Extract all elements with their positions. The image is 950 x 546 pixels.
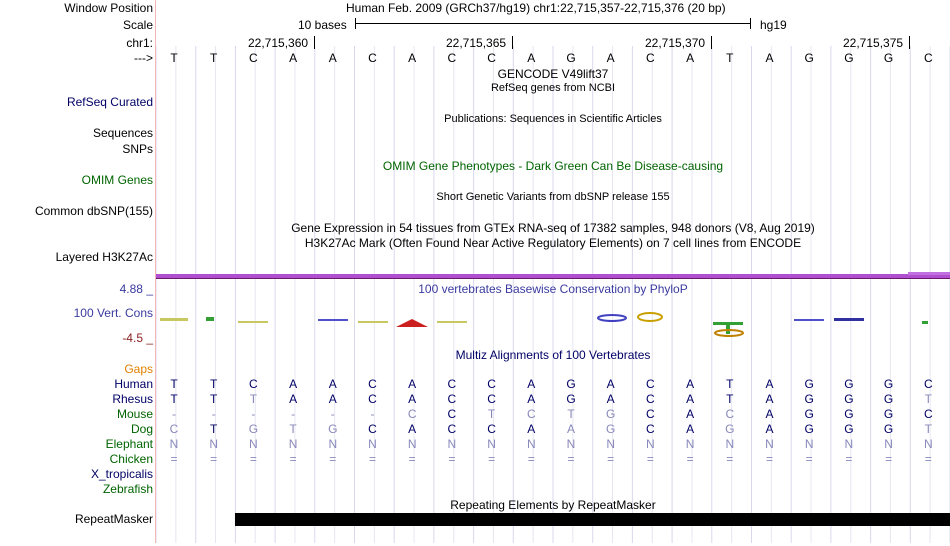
window-position-text: Human Feb. 2009 (GRCh37/hg19) chr1:22,715,357-22,715,376 (20 bp)	[346, 1, 726, 15]
scale-label: Scale	[122, 18, 153, 32]
base-rhesus: C	[487, 392, 496, 406]
phylop-min-label: -4.5 _	[122, 331, 153, 345]
base-dog: G	[844, 422, 854, 436]
coordinate-tick-1: 22,715,360	[248, 36, 309, 50]
base-human: A	[328, 377, 337, 391]
base-elephant: N	[844, 437, 854, 451]
base-rhesus: G	[566, 392, 576, 406]
base-chicken: =	[765, 452, 773, 466]
base-human: T	[726, 377, 734, 391]
base-chicken: =	[686, 452, 694, 466]
dbsnp-track-title: Short Genetic Variants from dbSNP release 155	[436, 191, 670, 203]
alignment-row-rhesus	[0, 392, 950, 406]
base-rhesus: T	[170, 392, 178, 406]
base-human: T	[210, 377, 218, 391]
refseq-track-title: RefSeq genes from NCBI	[490, 82, 616, 94]
assembly-label: hg19	[760, 18, 787, 32]
base-rhesus: G	[844, 392, 854, 406]
base-ref: C	[646, 51, 655, 65]
multiz-track-title: Multiz Alignments of 100 Vertebrates	[455, 348, 651, 362]
base-ref: G	[844, 51, 854, 65]
h3k27ac-baseline	[156, 278, 950, 279]
species-label-chicken: Chicken	[109, 452, 153, 466]
base-ref: A	[606, 51, 615, 65]
base-ref: A	[765, 51, 774, 65]
alignment-row-human	[0, 377, 950, 391]
base-human: A	[606, 377, 615, 391]
base-rhesus: T	[210, 392, 218, 406]
base-elephant: N	[923, 437, 933, 451]
base-human: C	[249, 377, 258, 391]
base-elephant: N	[685, 437, 695, 451]
coordinate-tick-4: 22,715,375	[843, 36, 904, 50]
base-chicken: =	[329, 452, 337, 466]
base-rhesus: C	[368, 392, 377, 406]
base-mouse: C	[407, 407, 417, 421]
base-rhesus: A	[765, 392, 774, 406]
base-dog: G	[248, 422, 259, 436]
base-elephant: N	[725, 437, 735, 451]
base-chicken: =	[170, 452, 178, 466]
coordinate-tick-2: 22,715,365	[446, 36, 507, 50]
h3k27ac-peak	[908, 272, 950, 275]
base-ref: A	[527, 51, 536, 65]
base-mouse: -	[291, 407, 296, 421]
base-mouse: C	[526, 407, 536, 421]
alignment-row-elephant	[0, 437, 950, 451]
base-mouse: G	[883, 407, 894, 421]
base-mouse: -	[330, 407, 335, 421]
publications-track-title: Publications: Sequences in Scientific Articles	[444, 113, 662, 125]
base-human: C	[447, 377, 457, 391]
repeat-element-block[interactable]	[235, 513, 950, 526]
base-elephant: N	[328, 437, 338, 451]
base-ref: T	[170, 51, 178, 65]
base-dog: T	[289, 422, 297, 436]
base-rhesus: C	[646, 392, 655, 406]
base-mouse: C	[725, 407, 735, 421]
base-chicken: =	[885, 452, 893, 466]
base-mouse: C	[923, 407, 933, 421]
base-mouse: -	[251, 407, 256, 421]
chrom-label: chr1:	[126, 36, 153, 50]
scale-bar	[355, 18, 751, 29]
base-human: G	[883, 377, 894, 391]
base-chicken: =	[805, 452, 813, 466]
base-elephant: N	[487, 437, 496, 451]
base-ref: C	[249, 51, 258, 65]
base-dog: G	[883, 422, 894, 436]
base-elephant: N	[884, 437, 893, 451]
base-rhesus: T	[726, 392, 734, 406]
track-label-dbsnp[interactable]: Common dbSNP(155)	[34, 204, 153, 218]
track-label-h3k27ac[interactable]: Layered H3K27Ac	[55, 250, 153, 264]
base-dog: A	[765, 422, 774, 436]
base-rhesus: A	[328, 392, 337, 406]
base-mouse: -	[370, 407, 375, 421]
gencode-track-title: GENCODE V49lift37	[497, 67, 609, 81]
base-mouse: T	[487, 407, 496, 421]
base-mouse: G	[606, 407, 616, 421]
base-elephant: N	[606, 437, 616, 451]
base-human: C	[487, 377, 496, 391]
species-label-zebrafish: Zebrafish	[102, 482, 153, 496]
coord-tick-mark	[512, 36, 513, 49]
base-dog: G	[328, 422, 338, 436]
base-chicken: =	[567, 452, 575, 466]
base-rhesus: A	[606, 392, 615, 406]
base-elephant: N	[407, 437, 417, 451]
base-chicken: =	[448, 452, 456, 466]
base-dog: T	[210, 422, 218, 436]
base-ref: T	[726, 51, 734, 65]
base-ref: C	[923, 51, 933, 65]
base-elephant: N	[209, 437, 219, 451]
base-elephant: N	[526, 437, 536, 451]
base-ref: C	[487, 51, 496, 65]
base-chicken: =	[845, 452, 853, 466]
base-human: C	[368, 377, 377, 391]
species-label-x-tropicalis: X_tropicalis	[90, 467, 153, 481]
base-elephant: N	[447, 437, 457, 451]
base-ref: G	[804, 51, 814, 65]
base-dog: G	[804, 422, 814, 436]
base-mouse: C	[447, 407, 457, 421]
base-dog: C	[646, 422, 655, 436]
alignment-row-mouse	[0, 407, 950, 421]
base-elephant: N	[646, 437, 655, 451]
base-mouse: A	[686, 407, 695, 421]
base-mouse: G	[804, 407, 814, 421]
base-ref: G	[883, 51, 894, 65]
base-dog: A	[566, 422, 575, 436]
repeatmasker-track-title: Repeating Elements by RepeatMasker	[450, 498, 656, 512]
base-dog: A	[686, 422, 695, 436]
scale-bar-text: 10 bases	[298, 18, 347, 32]
base-chicken: =	[527, 452, 535, 466]
alignment-row-dog	[0, 422, 950, 436]
species-label-human: Human	[114, 377, 153, 391]
base-rhesus: G	[883, 392, 894, 406]
coord-tick-mark	[711, 36, 712, 49]
base-ref: A	[328, 51, 337, 65]
phylop-conservation-glyphs	[156, 308, 950, 340]
species-label-dog: Dog	[130, 422, 153, 436]
base-dog: A	[408, 422, 417, 436]
base-elephant: N	[368, 437, 377, 451]
base-human: C	[646, 377, 655, 391]
base-elephant: N	[765, 437, 774, 451]
track-label-vert-cons[interactable]: 100 Vert. Cons	[73, 306, 153, 320]
base-chicken: =	[646, 452, 654, 466]
base-mouse: -	[211, 407, 216, 421]
base-ref: A	[408, 51, 417, 65]
alignment-row-chicken	[0, 452, 950, 466]
phylop-track-title: 100 vertebrates Basewise Conservation by PhyloP	[418, 282, 688, 296]
base-human: A	[289, 377, 298, 391]
base-ref: G	[566, 51, 576, 65]
base-rhesus: C	[447, 392, 457, 406]
base-dog: G	[725, 422, 735, 436]
base-mouse: C	[646, 407, 655, 421]
base-dog: A	[527, 422, 536, 436]
coordinate-tick-3: 22,715,370	[645, 36, 706, 50]
base-dog: T	[924, 422, 932, 436]
base-rhesus: G	[804, 392, 814, 406]
track-label-snps[interactable]: SNPs	[122, 142, 153, 156]
base-chicken: =	[488, 452, 496, 466]
base-human: T	[170, 377, 178, 391]
base-dog: C	[447, 422, 457, 436]
coord-tick-mark	[314, 36, 315, 49]
base-elephant: N	[288, 437, 298, 451]
track-label-sequences[interactable]: Sequences	[92, 126, 153, 140]
base-chicken: =	[249, 452, 257, 466]
base-elephant: N	[566, 437, 576, 451]
base-dog: C	[169, 422, 179, 436]
base-chicken: =	[368, 452, 376, 466]
base-chicken: =	[408, 452, 416, 466]
base-human: A	[527, 377, 536, 391]
base-mouse: -	[172, 407, 176, 421]
window-position-label: Window Position	[64, 1, 153, 15]
base-dog: G	[606, 422, 616, 436]
base-ref: C	[447, 51, 457, 65]
h3k27ac-track-title: H3K27Ac Mark (Often Found Near Active Regulatory Elements) on 7 cell lines from ENCODE	[304, 236, 802, 250]
base-elephant: N	[249, 437, 258, 451]
base-human: A	[408, 377, 417, 391]
omim-track-title: OMIM Gene Phenotypes - Dark Green Can Be Disease-causing	[382, 159, 724, 173]
base-ref: A	[289, 51, 298, 65]
gtex-track-title: Gene Expression in 54 tissues from GTEx RNA-seq of 17382 samples, 948 donors (V8, Aug 2019)	[291, 221, 815, 235]
base-human: G	[804, 377, 814, 391]
base-human: A	[686, 377, 695, 391]
base-chicken: =	[924, 452, 932, 466]
gaps-label: Gaps	[124, 362, 153, 376]
base-mouse: T	[567, 407, 575, 421]
track-label-repeatmasker[interactable]: RepeatMasker	[74, 512, 153, 526]
base-dog: C	[487, 422, 496, 436]
base-human: C	[923, 377, 933, 391]
base-rhesus: T	[249, 392, 258, 406]
base-human: G	[844, 377, 854, 391]
base-ref: T	[210, 51, 218, 65]
base-rhesus: A	[686, 392, 695, 406]
base-chicken: =	[210, 452, 218, 466]
base-human: G	[566, 377, 576, 391]
species-label-rhesus: Rhesus	[112, 392, 153, 406]
base-chicken: =	[607, 452, 615, 466]
base-elephant: N	[169, 437, 179, 451]
reference-sequence-row	[0, 51, 950, 65]
base-rhesus: T	[924, 392, 932, 406]
base-mouse: G	[844, 407, 854, 421]
base-rhesus: A	[408, 392, 417, 406]
base-chicken: =	[726, 452, 734, 466]
base-dog: C	[368, 422, 377, 436]
base-rhesus: A	[527, 392, 536, 406]
strand-label: --->	[134, 51, 153, 65]
phylop-max-label: 4.88 _	[119, 282, 153, 296]
track-label-omim[interactable]: OMIM Genes	[81, 173, 153, 187]
base-chicken: =	[289, 452, 297, 466]
coord-tick-mark	[909, 36, 910, 49]
track-label-refseq[interactable]: RefSeq Curated	[66, 95, 153, 109]
base-human: A	[765, 377, 774, 391]
base-elephant: N	[804, 437, 814, 451]
species-label-mouse: Mouse	[116, 407, 153, 421]
base-rhesus: A	[289, 392, 298, 406]
base-ref: A	[686, 51, 695, 65]
base-ref: C	[368, 51, 377, 65]
base-mouse: A	[765, 407, 774, 421]
species-label-elephant: Elephant	[105, 437, 153, 451]
